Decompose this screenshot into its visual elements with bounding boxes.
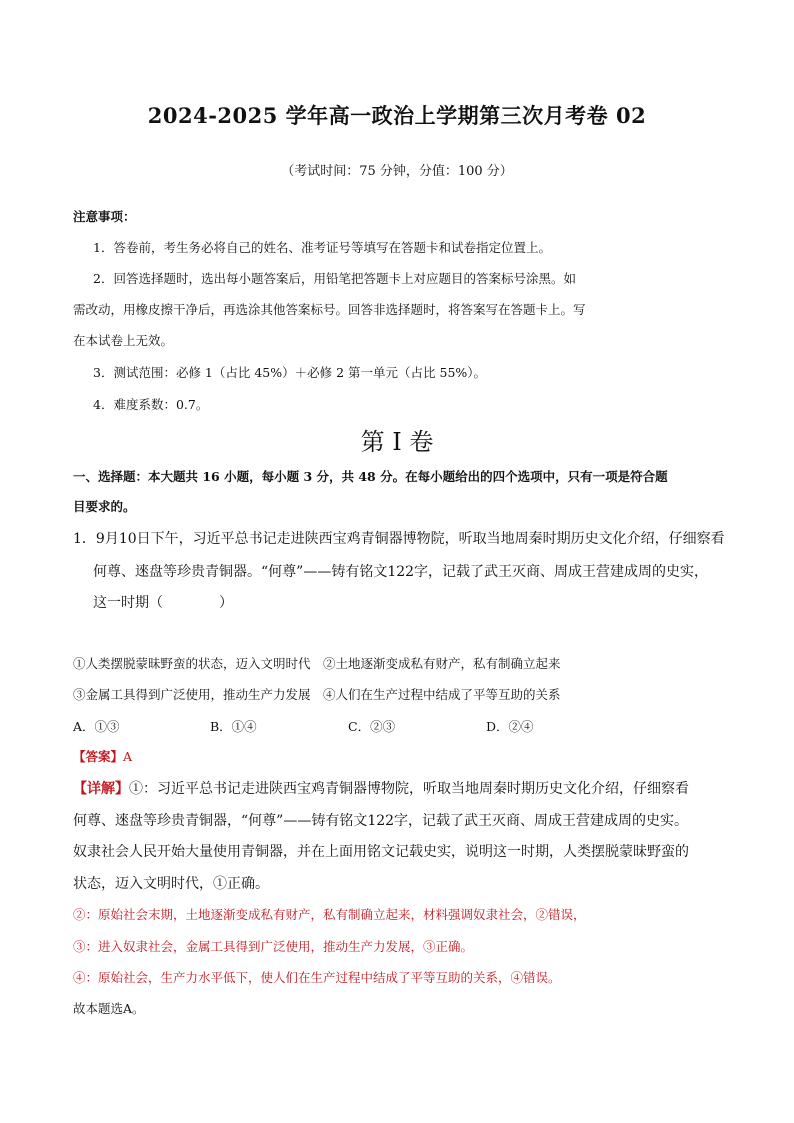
conclusion: 故本题选A。 (73, 1001, 145, 1016)
page-title: 2024-2025 学年高一政治上学期第三次月考卷 02 (147, 103, 647, 128)
option-c: C．②③ (348, 719, 396, 734)
notice-heading: 注意事项： (73, 209, 136, 224)
option-a: A．①③ (73, 719, 120, 734)
question-1-stem-line-2: 何尊、逨盘等珍贵青铜器。“何尊”——铸有铭文122字，记载了武王灭商、周成王营建成周的史实， (93, 564, 709, 580)
notice-item-2-cont: 需改动，用橡皮擦干净后，再选涂其他答案标号。回答非选择题时，将答案写在答题卡上。写 (73, 302, 586, 317)
option-d: D．②④ (486, 719, 534, 734)
detail-line-5: ②：原始社会末期，土地逐渐变成私有财产，私有制确立起来，材料强调奴隶社会，②错误， (73, 907, 586, 922)
detail-line-2: 何尊、逨盘等珍贵青铜器，“何尊”——铸有铭文122字，记载了武王灭商、周成王营建成周的史实。 (73, 813, 689, 829)
notice-item-2: 2．回答选择题时，选出每小题答案后，用铅笔把答题卡上对应题目的答案标号涂黑。如 (93, 271, 576, 286)
answer-value: A (123, 749, 133, 764)
section-instruction: 一、选择题：本大题共 16 小题，每小题 3 分，共 48 分。在每小题给出的四个选项中，只有一项是符合题 (73, 469, 668, 484)
option-b: B．①④ (210, 719, 257, 734)
question-1-statements-2: ③金属工具得到广泛使用，推动生产力发展 ④人们在生产过程中结成了平等互助的关系 (73, 687, 561, 702)
detail-line-6: ③：进入奴隶社会，金属工具得到广泛使用，推动生产力发展，③正确。 (73, 939, 474, 954)
notice-item-1: 1．答卷前，考生务必将自己的姓名、准考证号等填写在答题卡和试卷指定位置上。 (93, 240, 551, 255)
question-1-statements-1: ①人类摆脱蒙昧野蛮的状态，迈入文明时代 ②土地逐渐变成私有财产，私有制确立起来 (73, 656, 561, 671)
detail-line-4: 状态，迈入文明时代，①正确。 (73, 876, 269, 892)
notice-item-3: 3．测试范围：必修 1（占比 45%）＋必修 2 第一单元（占比 55%）。 (93, 365, 487, 380)
section-title: 第 I 卷 (360, 428, 434, 456)
detail-label: 【详解】 (73, 781, 129, 797)
notice-item-4: 4．难度系数：0.7。 (93, 397, 209, 412)
question-1-stem: 1．9月10日下午，习近平总书记走进陕西宝鸡青铜器博物院，听取当地周秦时期历史文化介绍，仔细察看 (73, 531, 725, 547)
notice-item-2-end: 在本试卷上无效。 (73, 333, 174, 348)
answer-label: 【答案】 (73, 749, 124, 764)
question-1-stem-line-3: 这一时期（ ） (93, 595, 233, 611)
answer-line (73, 747, 132, 765)
detail-line-1 (73, 778, 689, 798)
detail-text-1: ①：习近平总书记走进陕西宝鸡青铜器博物院，听取当地周秦时期历史文化介绍，仔细察看 (129, 781, 689, 797)
section-instruction-cont: 目要求的。 (73, 499, 136, 514)
exam-info: （考试时间：75 分钟，分值：100 分） (281, 164, 513, 179)
detail-line-7: ④：原始社会，生产力水平低下，使人们在生产过程中结成了平等互助的关系，④错误。 (73, 970, 561, 985)
detail-line-3: 奴隶社会人民开始大量使用青铜器，并在上面用铭文记载史实，说明这一时期，人类摆脱蒙昧野蛮的 (73, 844, 689, 860)
